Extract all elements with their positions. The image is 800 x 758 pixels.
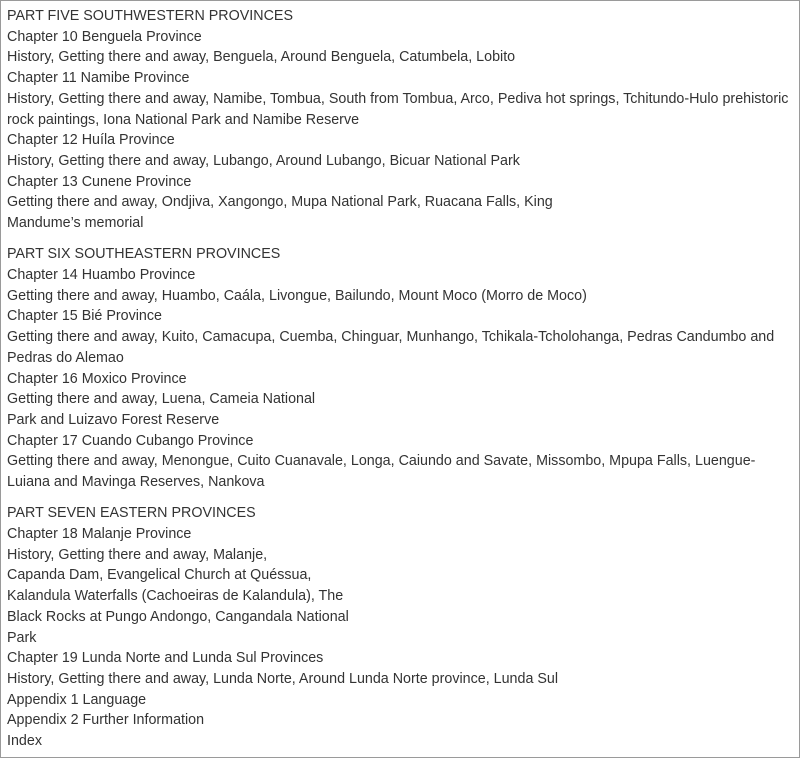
chapter-topics: History, Getting there and away, Lunda Norte, Around Lunda Norte province, Lunda Sul [7, 670, 559, 687]
chapter-topics: History, Getting there and away, Namibe, Tombua, South from Tombua, Arco, Pediva hot springs, Tchitundo-Hulo prehistoric rock paintings, Iona National Park and Namibe Reserve [7, 90, 789, 128]
chapter-topics: History, Getting there and away, Malanje, [7, 546, 268, 563]
chapter-topics: Getting there and away, Kuito, Camacupa, Cuemba, Chinguar, Munhango, Tchikala-Tcholohanga, Pedras Candumbo and Pedras do Alemao [7, 329, 775, 366]
chapter-topics: Kalandula Waterfalls (Cachoeiras de Kalandula), The [7, 588, 344, 605]
chapter-title: Chapter 13 Cunene Province [7, 173, 192, 190]
part-heading: PART SIX SOUTHEASTERN PROVINCES [7, 246, 281, 263]
chapter-topics: Mandume’s memorial [7, 215, 144, 232]
chapter-title: Chapter 11 Namibe Province [7, 70, 190, 87]
appendix-title: Appendix 1 Language [7, 691, 147, 708]
part-five-section [7, 6, 793, 234]
chapter-topics: Getting there and away, Menongue, Cuito Cuanavale, Longa, Caiundo and Savate, Missombo, Mpupa Falls, Luengue-Luiana and Mavinga Reserves, Nankova [7, 453, 756, 491]
chapter-title: Chapter 16 Moxico Province [7, 370, 187, 387]
chapter-topics: Getting there and away, Luena, Cameia National [7, 391, 316, 408]
chapter-title: Chapter 12 Huíla Province [7, 132, 175, 149]
chapter-title: Chapter 15 Bié Province [7, 308, 162, 325]
chapter-topics: Getting there and away, Ondjiva, Xangongo, Mupa National Park, Ruacana Falls, King [7, 194, 553, 211]
part-heading: PART FIVE SOUTHWESTERN PROVINCES [7, 8, 293, 24]
chapter-topics: History, Getting there and away, Lubango, Around Lubango, Bicuar National Park [7, 152, 520, 169]
appendix-title: Appendix 2 Further Information [7, 712, 205, 729]
chapter-topics: Black Rocks at Pungo Andongo, Cangandala National [7, 608, 349, 625]
index-title: Index [7, 733, 42, 750]
chapter-title: Chapter 10 Benguela Province [7, 28, 202, 45]
chapter-title: Chapter 17 Cuando Cubango Province [7, 432, 254, 449]
part-heading: PART SEVEN EASTERN PROVINCES [7, 505, 256, 522]
chapter-topics: History, Getting there and away, Benguela, Around Benguela, Catumbela, Lobito [7, 49, 516, 66]
chapter-title: Chapter 14 Huambo Province [7, 267, 196, 284]
part-seven-section [7, 503, 793, 751]
chapter-topics: Park and Luizavo Forest Reserve [7, 411, 220, 428]
chapter-title: Chapter 19 Lunda Norte and Lunda Sul Provinces [7, 650, 324, 667]
chapter-topics: Park [7, 629, 37, 646]
chapter-topics: Getting there and away, Huambo, Caála, Livongue, Bailundo, Mount Moco (Morro de Moco) [7, 287, 587, 304]
chapter-title: Chapter 18 Malanje Province [7, 526, 192, 543]
chapter-topics: Capanda Dam, Evangelical Church at Quéssua, [7, 567, 312, 584]
part-six-section [7, 244, 793, 492]
